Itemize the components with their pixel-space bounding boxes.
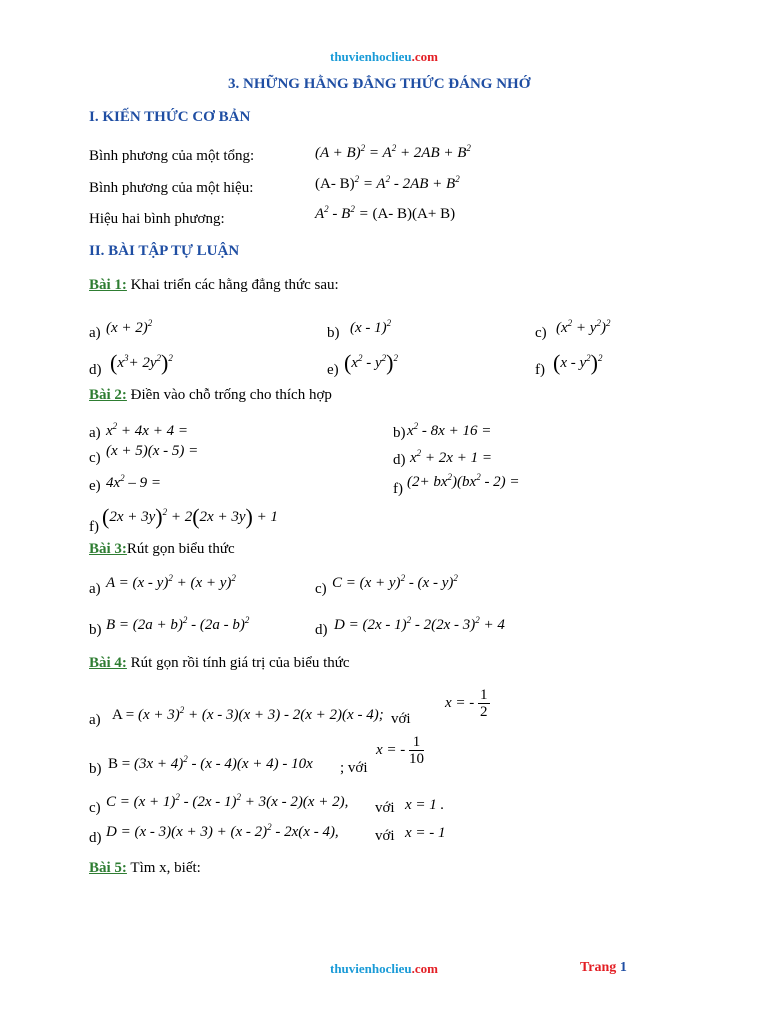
footer-site-domain: .com	[411, 961, 438, 976]
ex1-expr-b: (x - 1)$^2$	[350, 318, 392, 336]
ex3-expr-d: D = (2x - 1)$^2$ - 2(2x - 3)$^2$ + 4	[334, 615, 505, 633]
ex1-label-f: f)	[535, 362, 545, 378]
site-footer	[330, 961, 438, 977]
formula-square-of-difference: (A- $B)^2 = A^2 - 2AB + B^2$	[315, 174, 460, 192]
ex3-label-d: d)	[315, 622, 328, 638]
exercise-1-name: Bài 1:	[89, 277, 127, 293]
exercise-3-heading	[89, 541, 235, 558]
ex3-expr-a: $A = (x - y)^2 + (x + y)^2$	[106, 573, 236, 591]
ex3-label-b: b)	[89, 622, 102, 638]
exercise-3-name: Bài 3:	[89, 541, 127, 557]
ex1-label-a: a)	[89, 325, 101, 341]
ex1-expr-d: $(x^3+ 2y^2)^2$	[110, 350, 173, 375]
ex2-expr-a: $x^2 + 4x + 4$ =	[106, 421, 188, 439]
ex2-expr-e: $4x^2 - 9$ =	[106, 473, 162, 491]
page-label: Trang	[580, 960, 617, 975]
ex4-expr-c: $C = (x + 1)^2 - (2x - 1)^2 + 3(x - 2)(x + 2)$,	[106, 792, 349, 810]
ex4-cond-d: x = - 1	[405, 825, 446, 841]
ex3-label-c: c)	[315, 581, 327, 597]
formula-square-of-sum: $(A + B)^2 = A^2 + 2AB + B^2$	[315, 143, 471, 161]
ex1-label-b: b)	[327, 325, 340, 341]
ex1-expr-f: $(x - y^2)^2$	[553, 350, 603, 375]
page-number-value: 1	[619, 960, 627, 975]
site-domain: .com	[411, 49, 438, 64]
section-heading-1: I. KIẾN THỨC CƠ BẢN	[89, 109, 251, 125]
ex4-label-b: b)	[89, 761, 102, 777]
ex4-label-a: a)	[89, 712, 101, 728]
ex2-label-d: d)	[393, 452, 406, 468]
ex4-voi-c: với	[375, 800, 395, 816]
exercise-2-name: Bài 2:	[89, 387, 127, 403]
ex4-voi-a: với	[391, 711, 411, 727]
ex1-label-e: e)	[327, 362, 339, 378]
ex1-label-c: c)	[535, 325, 547, 341]
ex2-label-f: f)	[393, 481, 403, 497]
exercise-2-heading	[89, 387, 332, 404]
ex4-label-d: d)	[89, 830, 102, 846]
ex2-expr-c: (x + 5)(x - 5) =	[106, 443, 199, 459]
ex4-cond-c: x = 1 .	[405, 797, 445, 813]
ex2-expr-f2: $(2x + 3y)^2 + 2(2x + 3y) + 1$	[102, 504, 278, 529]
ex2-label-e: e)	[89, 478, 101, 494]
ex1-expr-c: $(x^2 + y^2)^2$	[556, 318, 611, 336]
footer-site-name: thuvienhoclieu	[330, 961, 412, 976]
formula-difference-of-squares: $A^2 - B^2 = (A-$ B)(A+ B)	[315, 204, 456, 222]
ex2-expr-f: $(2+ bx^2)(bx^2 - 2)$ =	[407, 472, 520, 490]
exercise-5-text: Tìm x, biết:	[130, 860, 201, 876]
formula-label-2: Bình phương của một hiệu:	[89, 180, 254, 196]
ex4-expr-d: D = (x - 3)(x + 3) + (x - 2)$^2$ - 2x(x - 4),	[106, 822, 339, 840]
exercise-3-text: Rút gọn biểu thức	[126, 541, 235, 557]
formula-label-3: Hiệu hai bình phương:	[89, 211, 225, 227]
exercise-1-text: Khai triển các hằng đẳng thức sau:	[130, 277, 339, 293]
ex1-label-d: d)	[89, 362, 102, 378]
ex3-label-a: a)	[89, 581, 101, 597]
ex4-label-c: c)	[89, 800, 101, 816]
ex4-voi-b: ; với	[340, 760, 368, 776]
ex4-voi-d: với	[375, 828, 395, 844]
ex3-expr-c: $C = (x + y)^2 - (x - y)^2$	[332, 573, 458, 591]
page-title: 3. NHỮNG HẰNG ĐẲNG THỨC ĐÁNG NHỚ	[228, 76, 531, 92]
exercise-5-name: Bài 5:	[89, 860, 127, 876]
ex2-label-a: a)	[89, 425, 101, 441]
exercise-4-name: Bài 4:	[89, 655, 127, 671]
ex4-cond-a: x = - $\frac{1}{2}$	[445, 687, 488, 720]
ex2-expr-b: $x^2 - 8x + 16$ =	[407, 421, 492, 439]
section-heading-2: II. BÀI TẬP TỰ LUẬN	[89, 243, 240, 259]
ex1-expr-e: $(x^2 - y^2)^2$	[344, 350, 398, 375]
site-header	[330, 49, 438, 65]
ex4-expr-b: $B = (3x + 4)^2 - (x - 4)(x + 4) - 10x$	[108, 754, 313, 772]
ex2-label-c: c)	[89, 450, 101, 466]
ex2-expr-d: $x^2 + 2x + 1$ =	[410, 448, 492, 466]
ex1-expr-a: $(x + 2)^2$	[106, 318, 153, 336]
ex4-expr-a: $A = (x + 3)^2 + (x - 3)(x + 3) - 2(x + 2)(x - 4)$;	[112, 705, 384, 723]
site-name: thuvienhoclieu	[330, 49, 412, 64]
exercise-4-heading	[89, 655, 350, 672]
ex3-expr-b: $B = (2a + b)^2 - (2a - b)^2$	[106, 615, 250, 633]
formula-label-1: Bình phương của một tổng:	[89, 148, 255, 164]
exercise-1-heading	[89, 277, 339, 294]
ex4-cond-b: x = - $\frac{1}{10}$	[376, 734, 425, 767]
exercise-5-heading	[89, 860, 201, 877]
page-number	[580, 960, 627, 976]
ex2-label-b: b)	[393, 425, 406, 441]
exercise-4-text: Rút gọn rồi tính giá trị của biểu thức	[130, 655, 350, 671]
ex2-label-f2: f)	[89, 519, 99, 535]
exercise-2-text: Điền vào chỗ trống cho thích hợp	[130, 387, 332, 403]
